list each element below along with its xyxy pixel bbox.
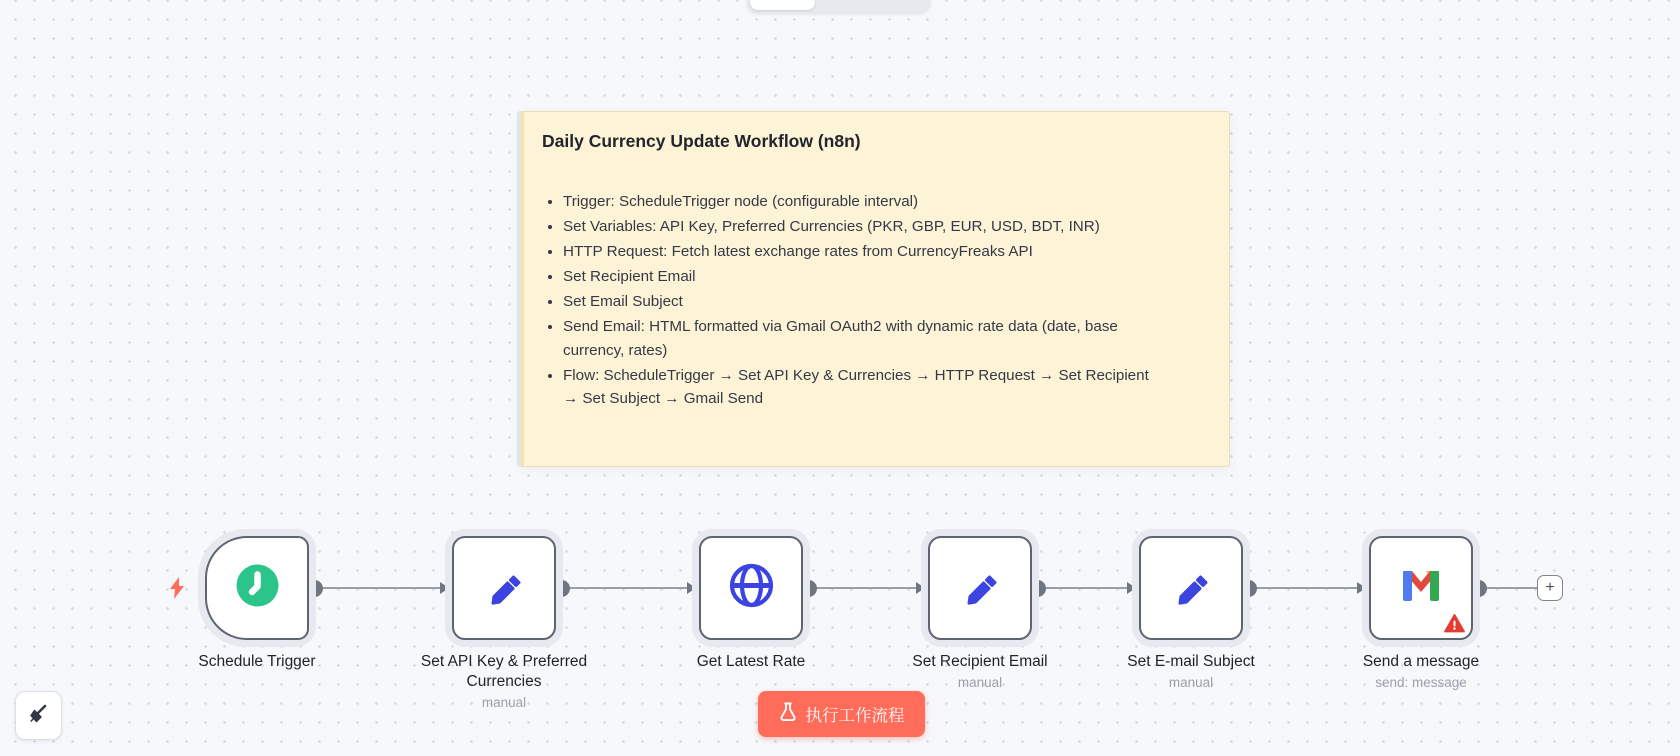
flask-icon — [779, 702, 797, 727]
connection-line — [1247, 587, 1357, 589]
sticky-note[interactable] — [521, 111, 1230, 467]
pencil-edit-icon — [958, 564, 1002, 613]
node-set-api-key[interactable] — [420, 529, 588, 710]
node-get-latest-rate[interactable] — [692, 529, 810, 670]
trigger-bolt-icon — [167, 576, 187, 605]
tab-executions[interactable] — [819, 0, 871, 10]
sticky-bullet: • Trigger: ScheduleTrigger node (configurable interval) — [563, 190, 1167, 214]
broom-icon — [27, 702, 51, 729]
warning-icon — [1444, 614, 1465, 633]
plus-icon: + — [1545, 579, 1555, 596]
sticky-bullet: • Set Recipient Email — [563, 265, 1167, 289]
sticky-bullet: • Set Email Subject — [563, 290, 1167, 314]
node-subtitle: manual — [957, 675, 1003, 690]
node-label: Schedule Trigger — [198, 653, 316, 670]
execute-workflow-label: 执行工作流程 — [805, 707, 905, 725]
node-subtitle: manual — [1168, 675, 1214, 690]
pencil-edit-icon — [1169, 564, 1213, 613]
sticky-bullet-list — [542, 190, 1167, 411]
pencil-edit-icon — [482, 564, 526, 613]
clock-icon — [236, 564, 279, 612]
execute-workflow-button[interactable] — [758, 691, 925, 737]
connection-line — [560, 587, 687, 589]
tab-evaluations[interactable] — [875, 0, 927, 10]
gmail-icon — [1398, 567, 1444, 610]
connection-line — [807, 587, 916, 589]
connection-line — [313, 587, 440, 589]
sticky-bullet: • Flow: ScheduleTrigger → Set API Key & Currencies → HTTP Request → Set Recipient → Set Subject → Gmail Send — [563, 364, 1167, 411]
node-label: Get Latest Rate — [696, 653, 806, 670]
sticky-bullet: • Send Email: HTML formatted via Gmail OAuth2 with dynamic rate data (date, base currency, rates) — [563, 315, 1167, 362]
node-schedule-trigger[interactable] — [198, 529, 316, 670]
node-gmail-send-message[interactable] — [1362, 529, 1480, 690]
globe-http-icon — [728, 562, 775, 614]
sticky-title: Daily Currency Update Workflow (n8n) — [542, 131, 861, 151]
sticky-bullet: • HTTP Request: Fetch latest exchange rates from CurrencyFreaks API — [563, 240, 1167, 264]
tab-editor[interactable] — [750, 0, 815, 10]
add-node-button[interactable] — [1537, 575, 1563, 601]
node-label: Send a message — [1362, 653, 1480, 670]
sticky-bullet: • Set Variables: API Key, Preferred Currencies (PKR, GBP, EUR, USD, BDT, INR) — [563, 215, 1167, 239]
tidy-up-button[interactable] — [15, 691, 62, 740]
node-set-email-subject[interactable] — [1127, 529, 1255, 690]
node-subtitle: manual — [481, 695, 527, 710]
node-label: Set Recipient Email — [912, 653, 1048, 670]
view-tabbar — [747, 0, 930, 13]
node-set-recipient-email[interactable] — [912, 529, 1048, 690]
connection-line — [1036, 587, 1127, 589]
node-subtitle: send: message — [1375, 675, 1467, 690]
node-label: Set E-mail Subject — [1127, 653, 1255, 670]
node-label: Set API Key & Preferred Currencies — [420, 653, 588, 690]
